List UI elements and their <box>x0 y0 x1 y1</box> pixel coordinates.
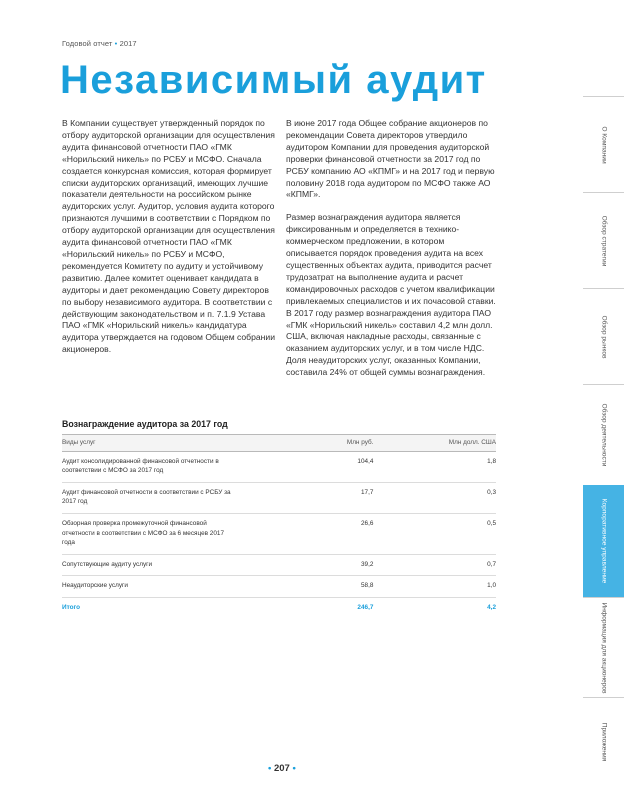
row-service: Обзорная проверка промежуточной финансовой отчетности в соответствии с МСФО за 6 месяцев 2017 года <box>62 513 243 554</box>
page-number-value: 207 <box>273 763 290 774</box>
row-rub: 39,2 <box>243 554 374 576</box>
sidebar-item-appendices[interactable] <box>583 697 624 786</box>
row-service: Аудит финансовой отчетности в соответствии с РСБУ за 2017 год <box>62 482 243 513</box>
running-header <box>62 39 137 48</box>
row-rub: 17,7 <box>243 482 374 513</box>
table-row <box>62 451 496 482</box>
table-row <box>62 482 496 513</box>
row-rub: 104,4 <box>243 451 374 482</box>
left-paragraph: В Компании существует утвержденный порядок по отбору аудиторской организации для осуществления аудита финансовой отчетности ПАО «ГМК «Норильский никель» по РСБУ и МСФО. Сначала создается конкурсная комиссия, которая формирует списки аудиторских организаций, имеющих лучшие показатели деятельности на российском рынке аудиторских услуг. Аудитор, условия аудита которого признаются лучшими в соответствии с Порядком по отбору аудиторской организации для осуществления аудита финансовой отчетности ПАО «ГМК «Норильский никель» по РСБУ и МСФО, рекомендуется Комитету по аудиту и устойчивому развитию. Далее комитет оценивает кандидата в аудиторы и дает рекомендацию Совету директоров по выбору независимого аудитора. В соответствии с действующим законодательством и п. 7.1.9 Устава ПАО «ГМК «Норильский никель» кандидатура аудитора утверждается на годовом Общем собрании акционеров. <box>62 118 275 355</box>
section-sidebar <box>583 96 624 786</box>
page-dot-right: • <box>292 763 296 774</box>
row-service: Сопутствующие аудиту услуги <box>62 554 243 576</box>
page-dot-left: • <box>268 763 272 774</box>
total-row <box>62 597 496 618</box>
header-service: Виды услуг <box>62 435 243 452</box>
page-number <box>268 763 296 774</box>
sidebar-item-shareholders[interactable] <box>583 597 624 697</box>
sidebar-item-markets[interactable] <box>583 288 624 384</box>
row-rub: 58,8 <box>243 576 374 598</box>
row-usd: 1,0 <box>373 576 496 598</box>
sidebar-item-company[interactable] <box>583 96 624 192</box>
header-usd: Млн долл. США <box>373 435 496 452</box>
row-usd: 0,7 <box>373 554 496 576</box>
row-usd: 1,8 <box>373 451 496 482</box>
sidebar-item-label: Обзор стратегии <box>600 215 607 266</box>
report-name: Годовой отчет <box>62 39 113 48</box>
page-title: Независимый аудит <box>60 58 487 102</box>
sidebar-item-governance[interactable] <box>583 485 624 597</box>
sidebar-item-label: Приложения <box>600 722 607 762</box>
left-column <box>62 118 276 367</box>
row-service: Неаудиторские услуги <box>62 576 243 598</box>
table-row <box>62 554 496 576</box>
right-column <box>286 118 496 390</box>
sidebar-item-strategy[interactable] <box>583 192 624 288</box>
sidebar-item-label: Обзор деятельности <box>600 403 607 467</box>
right-paragraph-2: Размер вознаграждения аудитора является фиксированным и определяется в технико-коммерческом предложении, в котором описывается порядок проведения аудита на всех существенных объектах аудита, приводится расчет трудозатрат на выполнение аудита и расчет командировочных расходов с учетом квалификации привлекаемых специалистов и их почасовой ставки. В 2017 году размер вознаграждения аудитора ПАО «ГМК «Норильский никель» составил 4,2 млн долл. США, включая накладные расходы, связанные с оказанием аудиторских услуг, и в том числе НДС. Доля неаудиторских услуг, оказанных Компании, составила 24% от общей суммы вознаграждения. <box>286 212 496 378</box>
header-rub: Млн руб. <box>243 435 374 452</box>
sidebar-item-label: О Компании <box>600 125 607 164</box>
row-service: Аудит консолидированной финансовой отчетности в соответствии с МСФО за 2017 год <box>62 451 243 482</box>
table-row <box>62 576 496 598</box>
sidebar-item-label: Информация для акционеров <box>600 601 607 694</box>
auditor-fees-table <box>62 434 496 619</box>
right-paragraph-1: В июне 2017 года Общее собрание акционеров по рекомендации Совета директоров утвердило аудитором Компании для проведения аудиторской проверки финансовой отчетности за 2017 год по РСБУ компанию АО «КПМГ» и на 2017 год и первую половину 2018 года аудитором по МСФО также АО «КПМГ». <box>286 118 495 200</box>
total-usd: 4,2 <box>487 603 496 611</box>
row-usd: 0,3 <box>373 482 496 513</box>
table-title: Вознаграждение аудитора за 2017 год <box>62 419 228 429</box>
total-label: Итого <box>62 603 81 611</box>
header-dot: • <box>114 39 118 48</box>
row-rub: 26,6 <box>243 513 374 554</box>
row-usd: 0,5 <box>373 513 496 554</box>
sidebar-item-label: Корпоративное управление <box>600 498 607 584</box>
table-row <box>62 513 496 554</box>
sidebar-item-operations[interactable] <box>583 384 624 485</box>
table-header-row <box>62 435 496 452</box>
sidebar-item-label: Обзор рынков <box>600 314 607 359</box>
report-year: 2017 <box>119 39 137 48</box>
total-rub: 246,7 <box>357 603 374 611</box>
